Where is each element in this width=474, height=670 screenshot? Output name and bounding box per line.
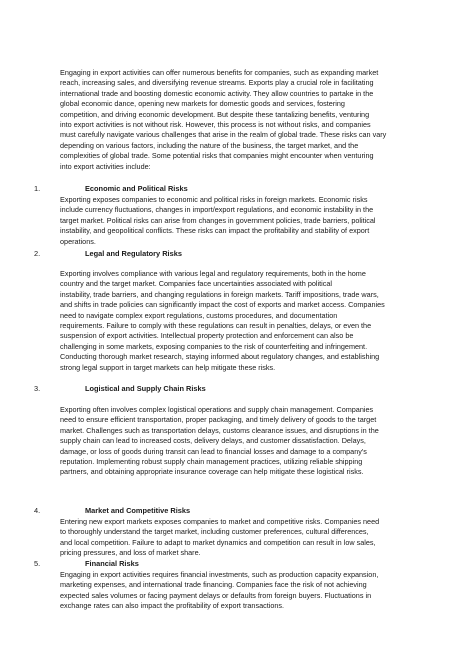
intro-paragraph bbox=[60, 68, 386, 172]
body-line: partners, and obtaining appropriate insurance coverage can help mitigate these logistical risks. bbox=[60, 467, 364, 477]
body-line: operations. bbox=[60, 236, 96, 246]
intro-line: competition, and driving economic development. But despite these tantalizing benefits, venturing bbox=[60, 109, 370, 119]
body-line: reputation. Implementing robust supply chain management practices, utilizing reliable shipping bbox=[60, 457, 363, 467]
intro-line: complexities of global trade. Some potential risks that companies might encounter when venturing bbox=[60, 151, 374, 161]
body-line: Exporting involves compliance with various legal and regulatory requirements, both in the home bbox=[60, 269, 366, 278]
intro-line: into export activities is not without risk. However, this process is not without risks, and companies bbox=[60, 120, 371, 130]
intro-line: international trade and boosting domestic economic activity. They allow countries to partake in the bbox=[60, 88, 374, 98]
body-line: supply chain can lead to increased costs, delivery delays, and customer dissatisfaction. Delays, bbox=[60, 436, 366, 446]
section-number: 4. bbox=[34, 506, 41, 515]
body-line: and local competition. Failure to adapt to market dynamics and competition can result in low sales, bbox=[60, 537, 376, 547]
body-line: suspension of export activities. Intellectual property protection and enforcement can also be bbox=[60, 331, 354, 341]
body-line: target market. Political risks can arise from changes in government policies, trade barriers, political bbox=[60, 215, 376, 225]
body-line: damage, or loss of goods during transit can lead to financial losses and damage to a company's bbox=[60, 446, 367, 456]
body-line: instability, and geopolitical conflicts. These risks can impact the profitability and stability of export bbox=[60, 226, 370, 236]
body-line: need to ensure efficient transportation, proper packaging, and timely delivery of goods to the target bbox=[60, 415, 377, 425]
body-line: pricing pressures, and loss of market share. bbox=[60, 548, 201, 558]
body-line: Exporting often involves complex logistical operations and supply chain management. Companies bbox=[60, 405, 374, 414]
body-line: to thoroughly understand the target market, including customer preferences, cultural differences, bbox=[60, 527, 369, 537]
section-body-1 bbox=[60, 195, 376, 247]
body-line: exchange rates can also impact the profitability of export transactions. bbox=[60, 601, 285, 611]
body-line: marketing expenses, and international trade financing. Companies face the risk of not achieving bbox=[60, 580, 367, 590]
section-body-2 bbox=[60, 269, 385, 373]
section-title: Financial Risks bbox=[85, 559, 139, 568]
intro-line: depending on various factors, including the nature of the business, the target market, and the bbox=[60, 140, 359, 150]
section-body-3 bbox=[60, 405, 379, 478]
body-line: requirements. Failure to comply with these regulations can result in penalties, delays, or even the bbox=[60, 321, 372, 331]
intro-line: must carefully navigate various challenges that arise in the realm of global trade. These risks can vary bbox=[60, 130, 387, 140]
body-line: country and the target market. Companies face uncertainties associated with political bbox=[60, 279, 333, 289]
body-line: Engaging in export activities requires financial investments, such as production capacity expansion, bbox=[60, 570, 379, 579]
body-line: and shifts in trade policies can significantly impact the cost of exports and market access. Companies bbox=[60, 300, 385, 310]
body-line: include currency fluctuations, changes in import/export regulations, and economic instability in the bbox=[60, 205, 374, 215]
section-title: Economic and Political Risks bbox=[85, 184, 188, 193]
section-body-4 bbox=[60, 517, 379, 559]
body-line: instability, trade barriers, and changing regulations in foreign markets. Tariff impositions, trade wars, bbox=[60, 289, 379, 299]
body-line: Conducting thorough market research, staying informed about regulatory changes, and establishing bbox=[60, 352, 380, 362]
section-number: 1. bbox=[34, 184, 41, 193]
intro-line: Engaging in export activities can offer numerous benefits for companies, such as expanding market bbox=[60, 68, 379, 77]
body-line: market. Challenges such as transportation delays, customs clearance issues, and disruptions in the bbox=[60, 425, 379, 435]
intro-line: global economic dance, opening new markets for domestic goods and services, fostering bbox=[60, 99, 345, 109]
section-body-5 bbox=[60, 570, 378, 612]
section-number: 2. bbox=[34, 249, 41, 258]
body-line: strong legal support in target markets can help mitigate these risks. bbox=[60, 362, 276, 372]
section-title: Legal and Regulatory Risks bbox=[85, 249, 182, 258]
intro-line: into export activities include: bbox=[60, 161, 151, 171]
body-line: Exporting exposes companies to economic and political risks in foreign markets. Economic risks bbox=[60, 195, 368, 204]
body-line: Entering new export markets exposes companies to market and competitive risks. Companies need bbox=[60, 517, 380, 526]
section-title: Logistical and Supply Chain Risks bbox=[85, 384, 206, 393]
section-title: Market and Competitive Risks bbox=[85, 506, 191, 515]
section-number: 3. bbox=[34, 384, 41, 393]
body-line: need to navigate complex export regulations, customs procedures, and documentation bbox=[60, 310, 338, 320]
body-line: challenging in some markets, exposing companies to the risk of counterfeiting and infringement. bbox=[60, 341, 368, 351]
section-number: 5. bbox=[34, 559, 41, 568]
body-line: expected sales volumes or facing payment delays or defaults from foreign buyers. Fluctuations in bbox=[60, 590, 372, 600]
intro-line: reach, increasing sales, and diversifying revenue streams. Exports play a crucial role in facilitating bbox=[60, 78, 374, 88]
